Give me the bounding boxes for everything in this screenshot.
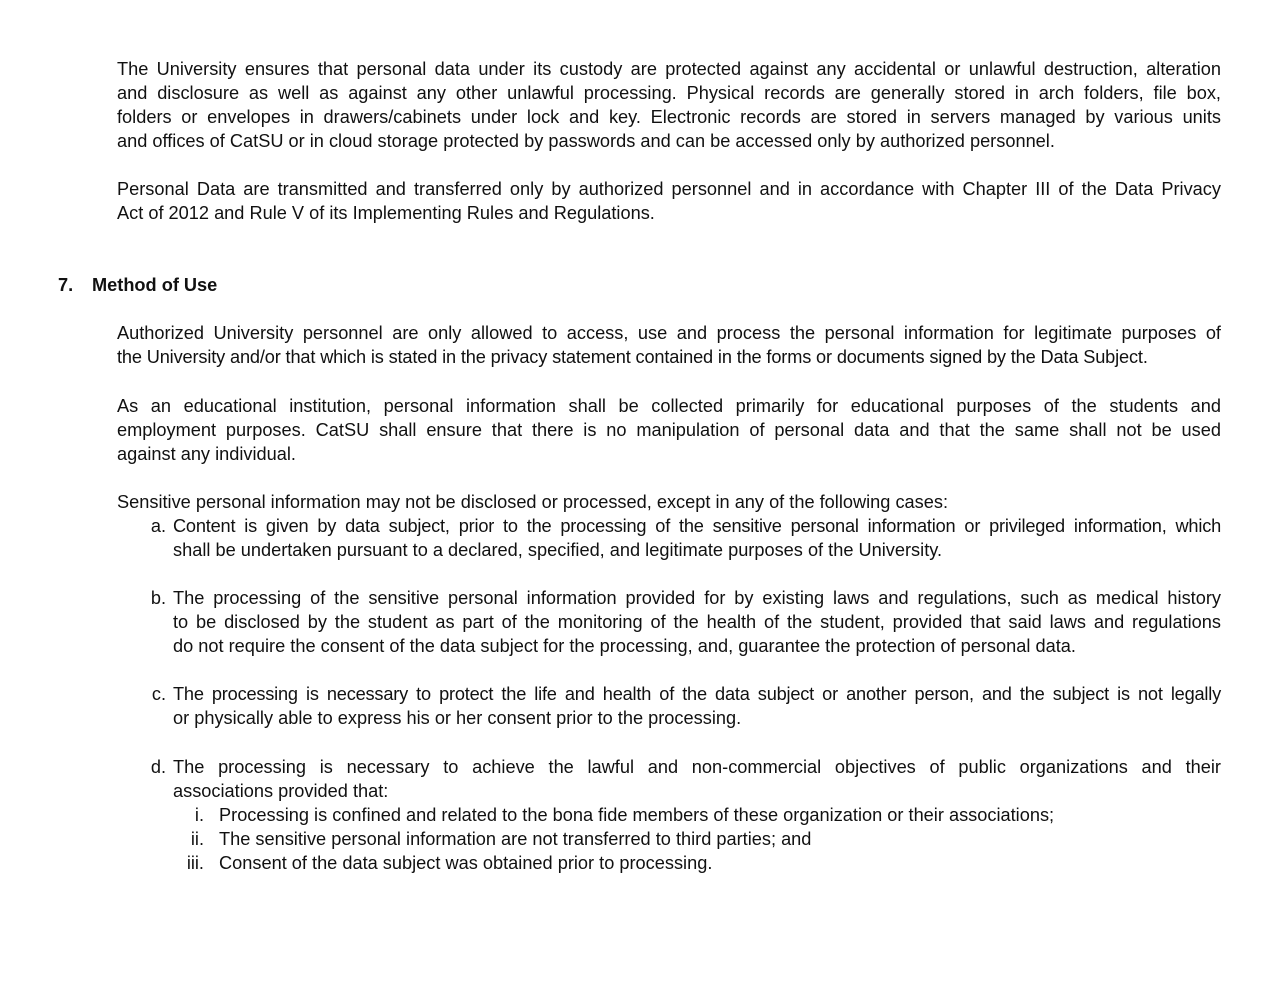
text-line: against any individual. [117,444,296,464]
list-marker: b. [150,588,166,608]
text-line: The processing of the sensitive personal information provided for by existing laws and regulations, such as medical history [173,588,1221,608]
text-line: do not require the consent of the data subject for the processing, and, guarantee the protection of personal data. [173,636,1076,656]
text-line: or physically able to express his or her consent prior to the processing. [173,708,742,728]
text-line: As an educational institution, personal information shall be collected primarily for educational purposes of the students and [117,396,1221,416]
text-line: folders or envelopes in drawers/cabinets under lock and key. Electronic records are stored in servers managed by various units [117,107,1221,127]
text-line: shall be undertaken pursuant to a declared, specified, and legitimate purposes of the University. [173,540,943,560]
text-line: The sensitive personal information are not transferred to third parties; and [219,829,812,849]
text-line: employment purposes. CatSU shall ensure that there is no manipulation of personal data and that the same shall not be used [117,420,1221,440]
text-line: Processing is confined and related to the bona fide members of these organization or their associations; [219,805,1055,825]
text-line: The processing is necessary to achieve the lawful and non-commercial objectives of public organizations and their [173,757,1221,777]
text-line: Content is given by data subject, prior to the processing of the sensitive personal information or privileged information, which [173,516,1221,536]
text-line: associations provided that: [173,781,389,801]
list-marker: i. [194,805,204,825]
list-marker: ii. [190,829,204,849]
section-title: Method of Use [92,275,218,295]
section-number: 7. [58,275,74,295]
text-line: and disclosure as well as against any other unlawful processing. Physical records are generally stored in arch folders, file box, [117,83,1221,103]
text-line: Personal Data are transmitted and transferred only by authorized personnel and in accordance with Chapter III of the Data Privacy [117,179,1221,199]
text-line: the University and/or that which is stated in the privacy statement contained in the forms or documents signed by the Data Subject. [117,347,1148,367]
list-marker: d. [150,757,166,777]
list-marker: c. [151,684,166,704]
text-line: Consent of the data subject was obtained prior to processing. [219,853,713,873]
text-line: The University ensures that personal data under its custody are protected against any accidental or unlawful destruction, alteration [117,59,1221,79]
text-line: to be disclosed by the student as part of the monitoring of the health of the student, provided that said laws and regulations [173,612,1221,632]
text-line: and offices of CatSU or in cloud storage protected by passwords and can be accessed only by authorized personnel. [117,131,1055,151]
list-marker: iii. [186,853,204,873]
text-line: The processing is necessary to protect the life and health of the data subject or another person, and the subject is not legally [173,684,1221,704]
text-line: Authorized University personnel are only allowed to access, use and process the personal information for legitimate purposes of [117,323,1221,343]
list-marker: a. [150,516,166,536]
text-line: Sensitive personal information may not be disclosed or processed, except in any of the following cases: [117,492,949,512]
text-line: Act of 2012 and Rule V of its Implementing Rules and Regulations. [117,203,655,223]
